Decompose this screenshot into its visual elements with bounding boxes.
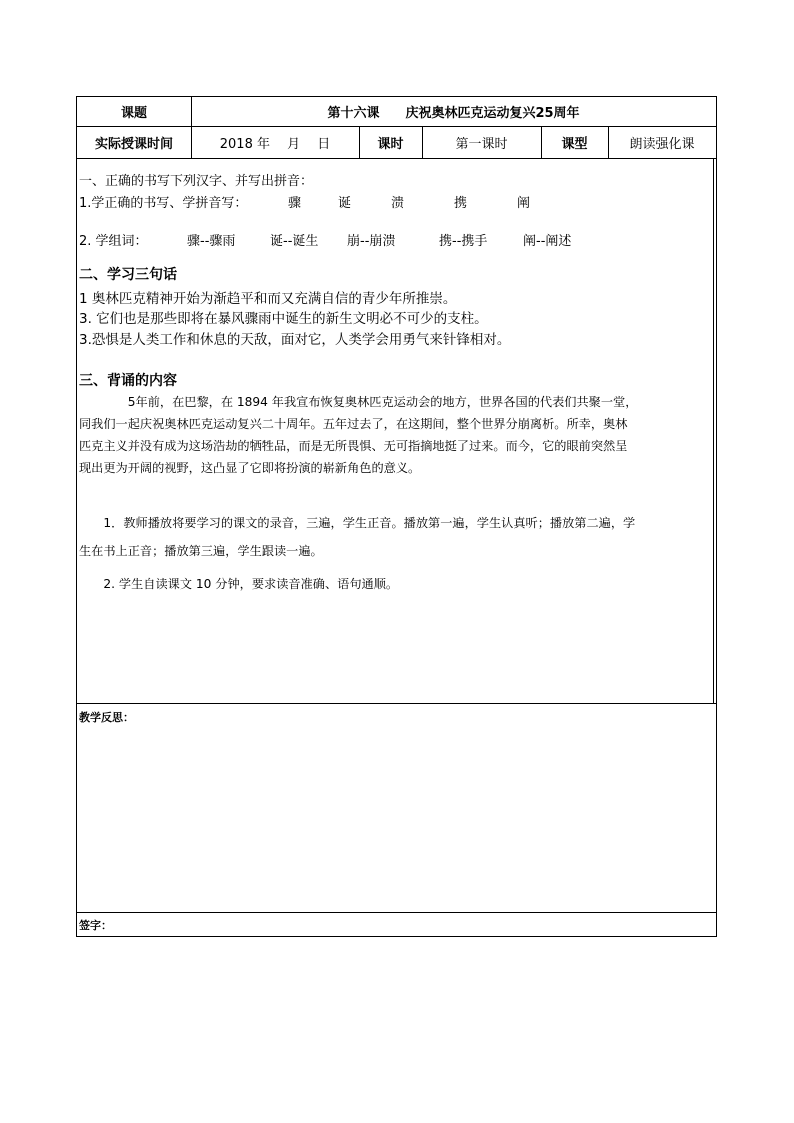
char-3: 溃: [391, 196, 405, 211]
recitation-line-4: 现出更为开阔的视野，这凸显了它即将扮演的崭新角色的意义。: [79, 461, 421, 475]
step1-line2: 生在书上正音；播放第三遍，学生跟读一遍。: [79, 544, 323, 558]
topic-label: 课题: [120, 106, 147, 121]
section2-line-3: 3.恐惧是人类工作和休息的天敌，面对它，人类学会用勇气来针锋相对。: [79, 332, 511, 348]
row-divider: [77, 703, 716, 704]
word-3: 崩--崩溃: [347, 234, 396, 249]
word-2: 诞--诞生: [270, 234, 319, 249]
signature-label: 签字：: [79, 919, 112, 932]
recitation-line-2: 同我们一起庆祝奥林匹克运动复兴二十周年。五年过去了，在这期间，整个世界分崩离析。所幸，奥林: [79, 417, 628, 431]
period-value: 第一课时: [455, 136, 508, 152]
step2-line: 2. 学生自读课文 10 分钟，要求读音准确、语句通顺。: [79, 577, 399, 591]
word-5: 阐--阐述: [523, 234, 572, 249]
section1-title: 一、正确的书写下列汉字、并写出拼音：: [79, 174, 314, 189]
section1-line1: [79, 195, 247, 213]
word-4: 携--携手: [439, 234, 488, 249]
section2-title: 二、学习三句话: [79, 267, 177, 283]
recitation-line-1: 5年前，在巴黎，在 1894 年我宣布恢复奥林匹克运动会的地方，世界各国的代表们共聚一堂，: [79, 395, 638, 409]
word-1: 骤--骤雨: [187, 234, 236, 249]
time-label: 实际授课时间: [94, 136, 173, 152]
recitation-line-3: 匹克主义并没有成为这场浩劫的牺牲品，而是无所畏惧、无可指摘地挺了过来。而今，它的眼前突然呈: [79, 439, 628, 453]
type-value: 朗读强化课: [629, 136, 695, 152]
char-1: 骤: [288, 196, 302, 211]
inner-border: [713, 158, 714, 703]
time-value: 2018 年 月 日: [219, 136, 331, 152]
char-4: 携: [454, 196, 468, 211]
char-2: 诞: [338, 196, 352, 211]
period-label: 课时: [377, 136, 404, 152]
section3-title: 三、背诵的内容: [79, 373, 177, 389]
section1-line1-prefix: 1.学正确的书写、学拼音写：: [79, 196, 248, 211]
section2-line-2: 3. 它们也是那些即将在暴风骤雨中诞生的新生文明必不可少的支柱。: [79, 311, 488, 327]
lesson-plan-table: [76, 96, 717, 937]
step1-line1: 1．教师播放将要学习的课文的录音，三遍，学生正音。播放第一遍，学生认真听；播放第二遍，学: [79, 516, 636, 530]
row-divider: [77, 158, 716, 159]
section2-line-1: 1 奥林匹克精神开始为渐趋平和而又充满自信的青少年所推崇。: [79, 291, 457, 307]
char-5: 阐: [517, 196, 531, 211]
topic-value: 第十六课 庆祝奥林匹克运动复兴25周年: [327, 106, 580, 121]
type-label: 课型: [561, 136, 588, 152]
row-divider: [77, 912, 716, 913]
section1-line2-prefix: 2. 学组词：: [79, 234, 148, 249]
reflection-label: 教学反思：: [79, 711, 134, 724]
